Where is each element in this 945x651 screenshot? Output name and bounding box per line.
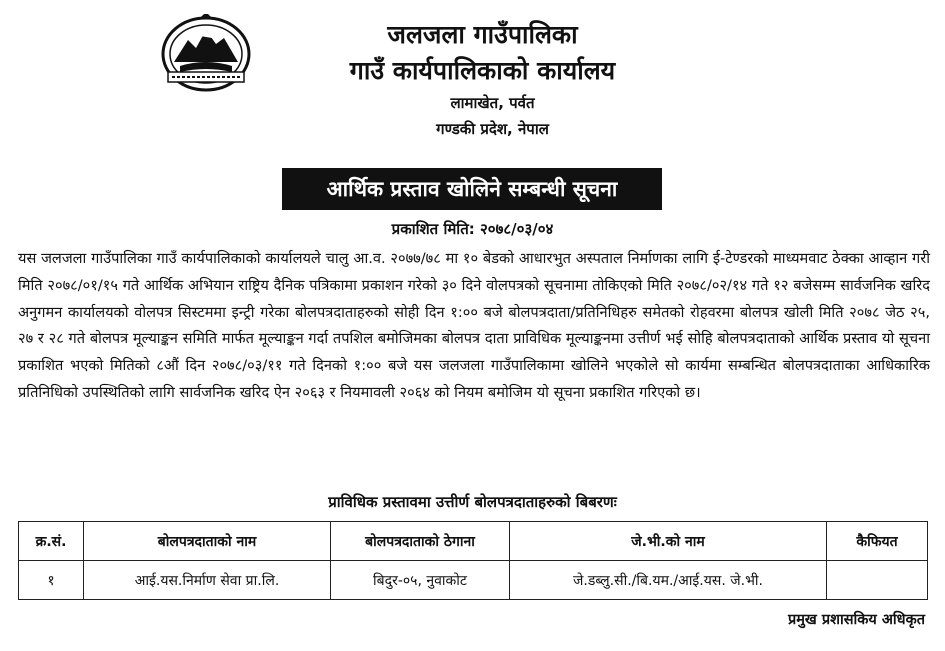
col-bidder-address-header: बोलपत्रदाताको ठेगाना [331,522,510,561]
office-name: गाउँ कार्यपालिकाको कार्यालय [349,56,616,85]
cell-bidder-name: आई.यस.निर्माण सेवा प्रा.लि. [84,561,331,600]
col-remarks-header: कैफियत [827,522,928,561]
table-row [19,561,928,600]
col-jv-name-header: जे.भी.को नाम [510,522,827,561]
col-serial-header: क्र.सं. [19,522,84,561]
cell-bidder-address: बिदुर-०५, नुवाकोट [331,561,510,600]
notice-body: यस जलजला गाउँपालिका गाउँ कार्यपालिकाको कार्यालयले चालु आ.व. २०७७/७८ मा १० बेडको आधारभुत अस्पताल निर्माणका लागि ई-टेण्डरको माध्यमवाट ठेक्का आव्हान गरी मिति २०७८/०१/१५ गते आर्थिक अभियान राष्ट्रिय दैनिक पत्रिकामा प्रकाशन गरेको ३० दिने वोलपत्रको सूचनामा तोकिएको मिति २०७८/०२/१४ गते १२ बजेसम्म सार्वजनिक खरिद अनुगमन कार्यालयको वोलपत्र सिस्टममा इन्ट्री गरेका बोलपत्रदाताहरुको सोही दिन १:०० बजे बोलपत्रदाता/प्रतिनिधिहरु समेतको रोहवरमा बोलपत्र खोली मिति २०७८ जेठ २५, २७ र २८ गते बोलपत्र मूल्याङ्कन समिति मार्फत मूल्याङ्कन गर्दा तपशिल बमोजिमका बोलपत्र दाता प्राविधिक मूल्याङ्कनमा उत्तीर्ण भई सोहि बोलपत्रदाताको आर्थिक प्रस्ताव यो सूचना प्रकाशित भएको मितिको ८औं दिन २०७८/०३/११ गते दिनको १:०० बजे यस जलजला गाउँपालिकामा खोलिने भएकोले सो कार्यमा सम्बन्धित बोलपत्रदाताका आधिकारिक प्रतिनिधिको उपस्थितिको लागि सार्वजनिक खरिद ऐन २०६३ र नियमावली २०६४ को नियम बमोजिम यो सूचना प्रकाशित गरिएको छ। [18,250,930,401]
notice-title: आर्थिक प्रस्ताव खोलिने सम्बन्धी सूचना [282,168,662,210]
col-bidder-name-header: बोलपत्रदाताको नाम [84,522,331,561]
signatory-title: प्रमुख प्रशासकिय अधिकृत [788,612,925,628]
address-line-2: गण्डकी प्रदेश, नेपाल [436,120,549,138]
table-heading: प्राविधिक प्रस्तावमा उत्तीर्ण बोलपत्रदाताहरुको बिबरणः [328,493,617,511]
cell-jv-name: जे.डब्लु.सी./बि.यम./आई.यस. जे.भी. [510,561,827,600]
published-date: प्रकाशित मिति: २०७८/०३/०४ [391,220,554,238]
cell-remarks [827,561,928,600]
table-header-row [19,522,928,561]
municipality-name: जलजला गाउँपालिका [387,20,578,49]
cell-serial: १ [19,561,84,600]
address-line-1: लामाखेत, पर्वत [450,94,535,112]
office-header [0,18,945,140]
bidder-table [18,521,928,600]
